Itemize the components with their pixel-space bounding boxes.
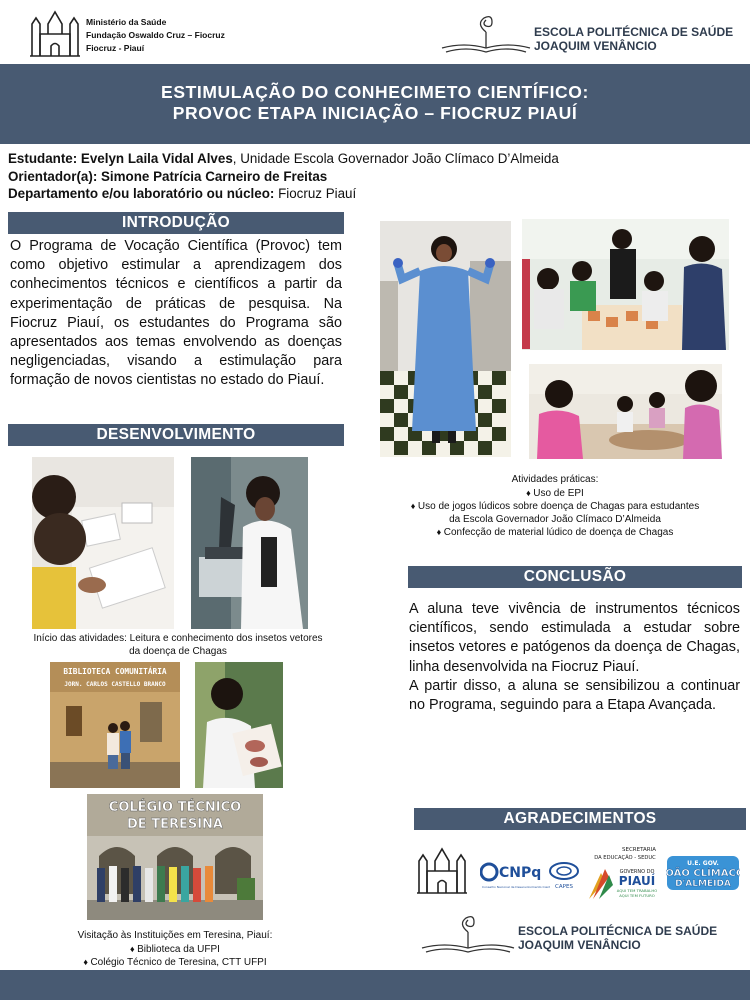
capes-logo-text: CAPES <box>555 884 573 890</box>
caption-activities <box>380 474 730 540</box>
title-line1: ESTIMULAÇÃO DO CONHECIMETO CIENTÍFICO: <box>161 82 589 102</box>
advisor-label: Orientador(a): <box>8 168 101 184</box>
caption-reading <box>8 633 348 658</box>
activities-item-3-text: Confecção de material lúdico de doença de Chagas <box>443 527 674 538</box>
epsjv-logo-footer <box>420 910 740 956</box>
intro-heading: INTRODUÇÃO <box>8 212 344 234</box>
photo-game-students <box>522 219 729 350</box>
bullet-icon: ♦ <box>410 501 418 511</box>
college-sign-line1: COLÉGIO TÉCNICO <box>108 800 242 815</box>
org-line-unit: Fiocruz - Piauí <box>86 43 145 53</box>
caption-visits-item-2 <box>40 956 310 970</box>
cnpq-logo <box>480 860 550 892</box>
student-name: Evelyn Laila Vidal Alves <box>80 151 233 166</box>
org-line-ministry: Ministério da Saúde <box>86 17 167 27</box>
advisor-line <box>8 168 559 186</box>
activities-item-1 <box>380 487 730 501</box>
fiocruz-castle-logo <box>28 6 82 60</box>
college-sign-line2: DE TERESINA <box>127 817 223 832</box>
organization-lines <box>86 16 225 55</box>
caption-reading-line1: Início das atividades: Leitura e conhecimento dos insetos vetores <box>33 633 323 644</box>
student-info <box>8 150 559 203</box>
activities-item-2 <box>380 500 730 514</box>
caption-visits <box>40 930 310 970</box>
caption-reading-line2: da doença de Chagas <box>129 645 227 657</box>
activities-title: Atividades práticas: <box>511 474 599 485</box>
piaui-logo-line4: AQUI TEM FUTURO <box>619 893 655 898</box>
conclusion-text <box>409 600 740 715</box>
conclusion-text-2: A partir disso, a aluna se sensibilizou a continuar no Programa, seguindo para a Etapa Avançada. <box>409 677 740 714</box>
capes-logo <box>546 858 582 890</box>
footer-school-name-line2: JOAQUIM VENÂNCIO <box>518 938 641 952</box>
footer-school-name-line1: ESCOLA POLITÉCNICA DE SAÚDE <box>518 924 718 938</box>
student-line <box>8 150 559 168</box>
ue-logo-line3: D'ALMEIDA <box>675 879 731 889</box>
conclusion-heading: CONCLUSÃO <box>408 566 742 588</box>
cnpq-logo-subtext: Conselho Nacional de Desenvolvimento Cient <box>482 885 550 889</box>
acknowledgements-heading: AGRADECIMENTOS <box>414 808 746 830</box>
school-name-line2: JOAQUIM VENÂNCIO <box>534 39 657 53</box>
bullet-icon: ♦ <box>83 957 91 967</box>
photo-microscope <box>191 457 308 629</box>
seduc-piaui-logo <box>585 843 661 903</box>
department-line <box>8 185 559 203</box>
school-name-line1: ESCOLA POLITÉCNICA DE SAÚDE <box>534 25 734 39</box>
epsjv-logo-header <box>440 12 740 56</box>
bullet-icon: ♦ <box>130 943 138 954</box>
footer-band <box>0 970 750 1000</box>
title-line2: PROVOC ETAPA INICIAÇÃO – FIOCRUZ PIAUÍ <box>172 103 578 123</box>
ue-logo-line2: OÃO CLÍMACO <box>666 868 740 879</box>
department-value: Fiocruz Piauí <box>278 186 357 201</box>
caption-visits-item-1 <box>40 943 310 957</box>
library-sign-line1: BIBLIOTECA COMUNITÁRIA <box>63 667 167 676</box>
photo-reading-insects <box>32 457 174 629</box>
photo-insect-sheet <box>195 662 283 788</box>
conclusion-text-1: A aluna teve vivência de instrumentos técnicos científicos, sendo estimulada a estudar sobre insetos vetores e patógenos da doença de Chagas, linha desenvolvida na Fiocruz Piauí. <box>409 601 740 675</box>
activities-item-2-cont: da Escola Governador João Clímaco D’Almeida <box>449 513 661 525</box>
org-line-foundation: Fundação Oswaldo Cruz – Fiocruz <box>86 30 225 40</box>
advisor-name: Simone Patrícia Carneiro de Freitas <box>101 168 328 184</box>
photo-crafting-material <box>529 364 722 459</box>
photo-library <box>50 662 180 788</box>
bullet-icon: ♦ <box>436 527 444 537</box>
intro-text: O Programa de Vocação Científica (Provoc) tem como objetivo estimular a aprendizagem dos conhecimentos técnicos e científicos a partir da experimentação de práticas de pesquisa. Na Fiocruz Piauí, os estudantes do Programa são apresentados aos temas envolvendo as doenças negligenciadas, visando a estimulação para formação de novos cientistas no estado do Piauí. <box>10 238 342 389</box>
piaui-logo-line1: GOVERNO DO <box>619 869 655 875</box>
school-ue-logo <box>666 852 740 894</box>
seduc-logo-line2: DA EDUCAÇÃO - SEDUC <box>594 855 656 861</box>
seduc-logo-line1: SECRETARIA <box>621 847 657 853</box>
activities-item-3 <box>380 526 730 540</box>
piaui-logo-line2: PIAUÍ <box>618 874 656 888</box>
activities-item-1-text: Uso de EPI <box>533 487 584 499</box>
ue-logo-line1: U.E. GOV. <box>687 860 719 867</box>
caption-visits-title: Visitação às Instituições em Teresina, Piauí: <box>77 930 273 941</box>
fiocruz-castle-logo-small <box>415 841 469 897</box>
bullet-icon: ♦ <box>526 487 534 498</box>
department-label: Departamento e/ou laboratório ou núcleo: <box>8 186 279 201</box>
piaui-logo-line3: AQUI TEM TRABALHO <box>616 888 658 893</box>
student-unit: , Unidade Escola Governador João Clímaco D’Almeida <box>232 151 559 166</box>
caption-visits-item-1-text: Biblioteca da UFPI <box>137 943 220 955</box>
photo-college <box>87 794 263 920</box>
activities-item-2-text: Uso de jogos lúdicos sobre doença de Chagas para estudantes <box>417 501 700 512</box>
title-band <box>0 64 750 144</box>
student-label: Estudante: <box>8 151 81 166</box>
caption-visits-item-2-text: Colégio Técnico de Teresina, CTT UFPI <box>90 957 267 968</box>
development-heading: DESENVOLVIMENTO <box>8 424 344 446</box>
library-sign-line2: JORN. CARLOS CASTELLO BRANCO <box>64 681 166 688</box>
photo-epi <box>380 221 511 457</box>
cnpq-logo-text: CNPq <box>499 865 542 881</box>
